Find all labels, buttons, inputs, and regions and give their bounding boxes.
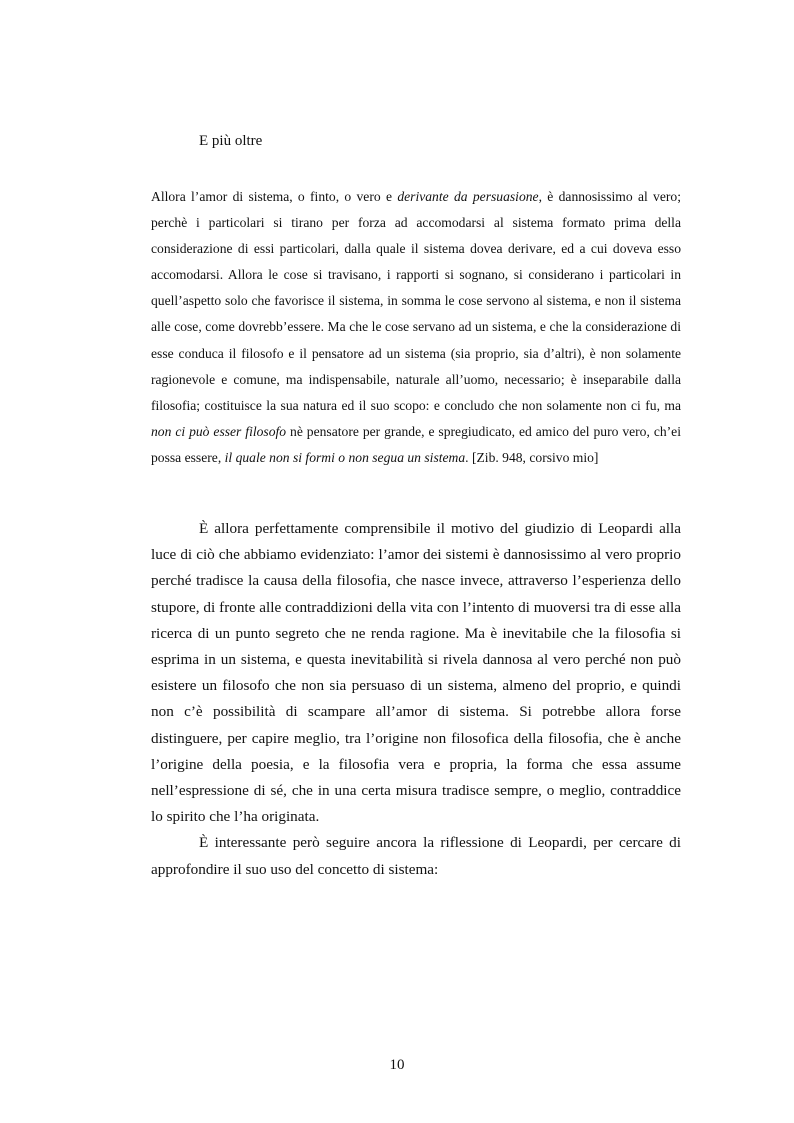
quote-text-3: nè pensatore per grande, e spregiudicato, ed amico del puro vero, ch’ei possa essere,	[151, 423, 681, 465]
quote-text-2: , è dannosissimo al vero; perchè i particolari si tirano per forza ad accomodarsi al sistema formato prima della considerazione di essi particolari, dalla quale il sistema dovea derivare, ed a cui doveva esso accomodarsi. Allora le cose si travisano, i rapporti si sognano, si considerano i particolari in quell’aspetto solo che favorisce il sistema, in somma le cose servono al sistema, e non il sistema alle cose, come dovrebb’essere. Ma che le cose servano ad un sistema, e che la considerazione di esse conduca il filosofo e il pensatore ad un sistema (sia proprio, sia d’altri), è non solamente ragionevole e comune, ma indispensabile, naturale all’uomo, necessario; è inseparabile dalla filosofia; costituisce la sua natura ed il suo scopo: e concludo che non solamente non ci fu, ma	[151, 189, 681, 413]
quote-italic-2: non ci può esser filosofo	[151, 423, 287, 439]
quote-text-1: Allora l’amor di sistema, o finto, o vero e	[151, 189, 398, 204]
intro-line: E più oltre	[199, 133, 263, 149]
block-quote	[151, 184, 681, 471]
quote-italic-3: il quale non si formi o non segua un sistema	[224, 449, 466, 465]
paragraph-1: È allora perfettamente comprensibile il motivo del giudizio di Leopardi alla luce di ciò che abbiamo evidenziato: l’amor dei sistemi è dannosissimo al vero proprio perché tradisce la causa della filosofia, che nasce invece, attraverso l’esperienza dello stupore, di fronte alle contraddizioni della vita con l’intento di muoversi tra di esse alla ricerca di un punto segreto che ne renda ragione. Ma è inevitabile che la filosofia si esprima in un sistema, e questa inevitabilità si rivela dannosa al vero perché non può esistere un filosofo che non sia persuaso di un sistema, almeno del proprio, e quindi non c’è possibilità di scampare all’amor di sistema. Si potrebbe allora forse distinguere, per capire meglio, tra l’origine non filosofica della filosofia, che è anche l’origine della poesia, e la filosofia vera e propria, la forma che essa assume nell’espressione di sé, che in una certa misura tradisce sempre, o meglio, contraddice lo spirito che l’ha originata.	[151, 520, 681, 826]
quote-italic-1: derivante da persuasione	[397, 189, 539, 204]
paragraph-2: È interessante però seguire ancora la riflessione di Leopardi, per cercare di approfondire il suo uso del concetto di sistema:	[151, 834, 681, 878]
body-text	[151, 516, 681, 883]
page-number: 10	[389, 1057, 405, 1073]
quote-citation: . [Zib. 948, corsivo mio]	[465, 449, 599, 465]
